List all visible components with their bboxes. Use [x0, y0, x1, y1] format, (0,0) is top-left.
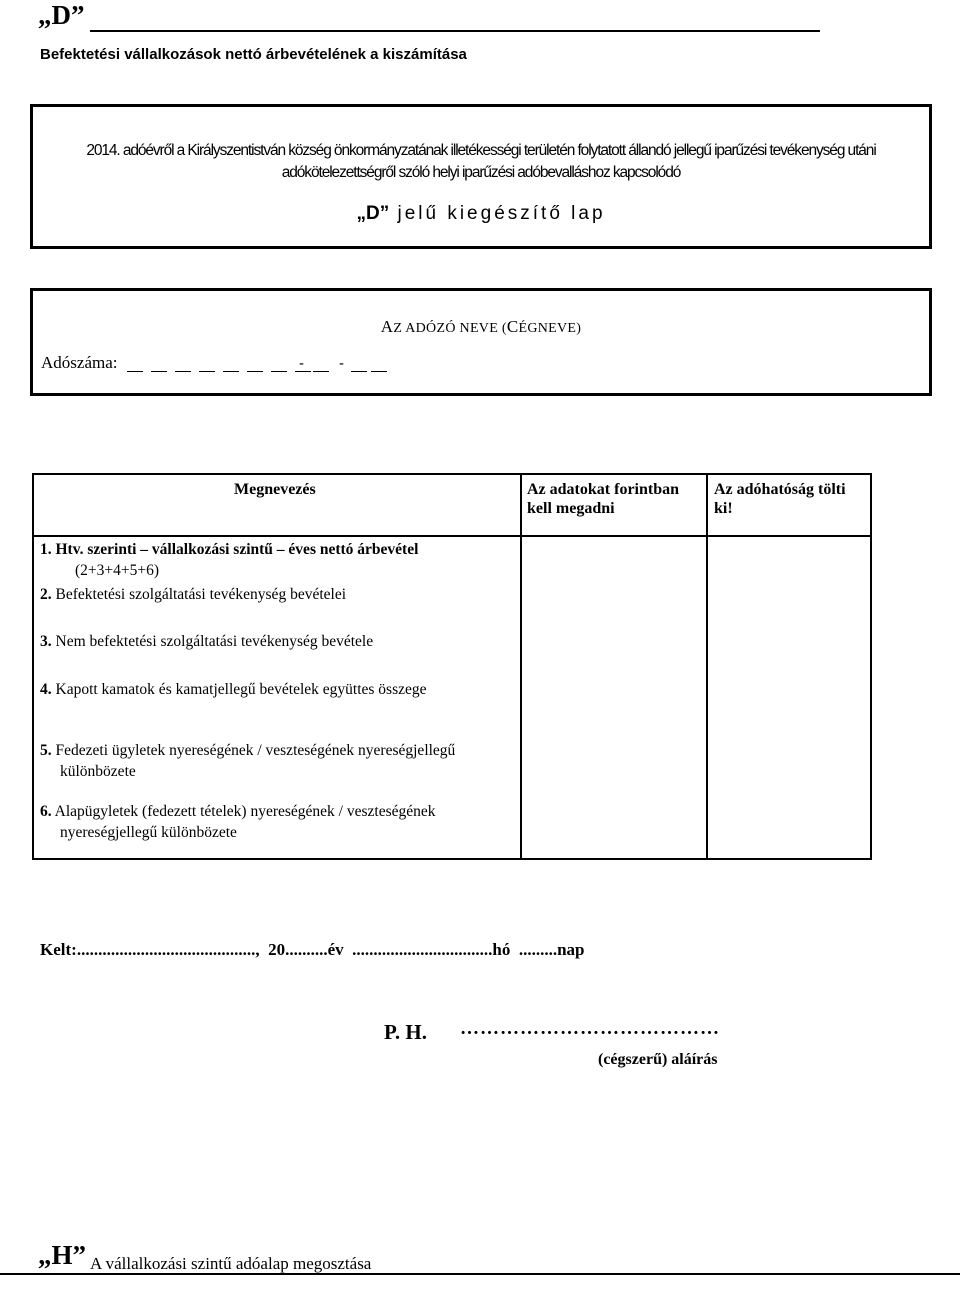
taxpayer-name-label: AZ ADÓZÓ NEVE (CÉGNEVE) [380, 317, 582, 336]
tax-number-digit-10[interactable] [351, 371, 367, 372]
tax-number-digit-3[interactable] [175, 371, 191, 372]
table-row: 3. Nem befektetési szolgáltatási tevékenység bevétele [40, 633, 374, 650]
tax-number-digit-6[interactable] [247, 371, 263, 372]
tax-number-label: Adószáma: [41, 353, 118, 372]
tax-number-digit-2[interactable] [151, 371, 167, 372]
stamp-place-label: P. H. [384, 1020, 427, 1044]
tax-number-digit-4[interactable] [199, 371, 215, 372]
header-name: Megnevezés [234, 481, 316, 498]
signature-label: (cégszerű) aláírás [598, 1051, 718, 1068]
header-amount: Az adatokat forintban kell megadni [527, 481, 680, 517]
table-header-rule [34, 535, 870, 537]
table-row: 2. Befektetési szolgáltatási tevékenység bevételei [40, 586, 347, 603]
tax-number-dash-1: - [299, 355, 304, 372]
tax-number-digit-11[interactable] [371, 371, 387, 372]
supplement-title-rest: jelű kiegészítő lap [389, 203, 606, 224]
tax-number-dash-2: - [339, 355, 344, 372]
table-row: 6. Alapügyletek (fedezett tételek) nyereségének / veszteségének nyereségjellegű különbözete [40, 803, 436, 841]
header-rule [90, 30, 820, 32]
header-authority: Az adóhatóság tölti ki! [714, 481, 846, 517]
supplement-title-letter: „D” [356, 203, 390, 224]
next-form-mark: „H” [38, 1240, 87, 1270]
footer-rule [0, 1273, 960, 1275]
date-line[interactable]: Kelt:.........................................., 20..........év .................................hó .........nap [40, 940, 585, 959]
table-row: 5. Fedezeti ügyletek nyereségének / veszteségének nyereségjellegű különbözete [40, 742, 456, 780]
signature-line[interactable]: ………………………………… [460, 1018, 720, 1039]
table-divider-1 [520, 475, 522, 858]
table-row: 4. Kapott kamatok és kamatjellegű bevételek együttes összege [40, 681, 427, 698]
tax-number-digit-1[interactable] [127, 371, 143, 372]
tax-number-digit-7[interactable] [271, 371, 287, 372]
tax-number-digit-5[interactable] [223, 371, 239, 372]
table-divider-2 [706, 475, 708, 858]
intro-line-1: 2014. adóévről a Királyszentistván község önkormányzatának illetékességi területén folytatott állandó jellegű iparűzési tevékenység utáni [86, 142, 876, 159]
next-form-title: A vállalkozási szintű adóalap megosztása [90, 1254, 372, 1273]
taxpayer-box [30, 288, 932, 396]
revenue-table [32, 473, 872, 860]
table-row: 1. Htv. szerinti – vállalkozási szintű – éves nettó árbevétel (2+3+4+5+6) [40, 541, 419, 579]
page-subtitle: Befektetési vállalkozások nettó árbevételének a kiszámítása [40, 46, 467, 63]
intro-line-2: adókötelezettségről szóló helyi iparűzési adóbevalláshoz kapcsolódó [281, 164, 681, 181]
tax-number-digit-9[interactable] [313, 371, 329, 372]
form-letter-mark: „D” [38, 0, 85, 30]
supplement-title [33, 203, 929, 225]
intro-box [30, 104, 932, 249]
